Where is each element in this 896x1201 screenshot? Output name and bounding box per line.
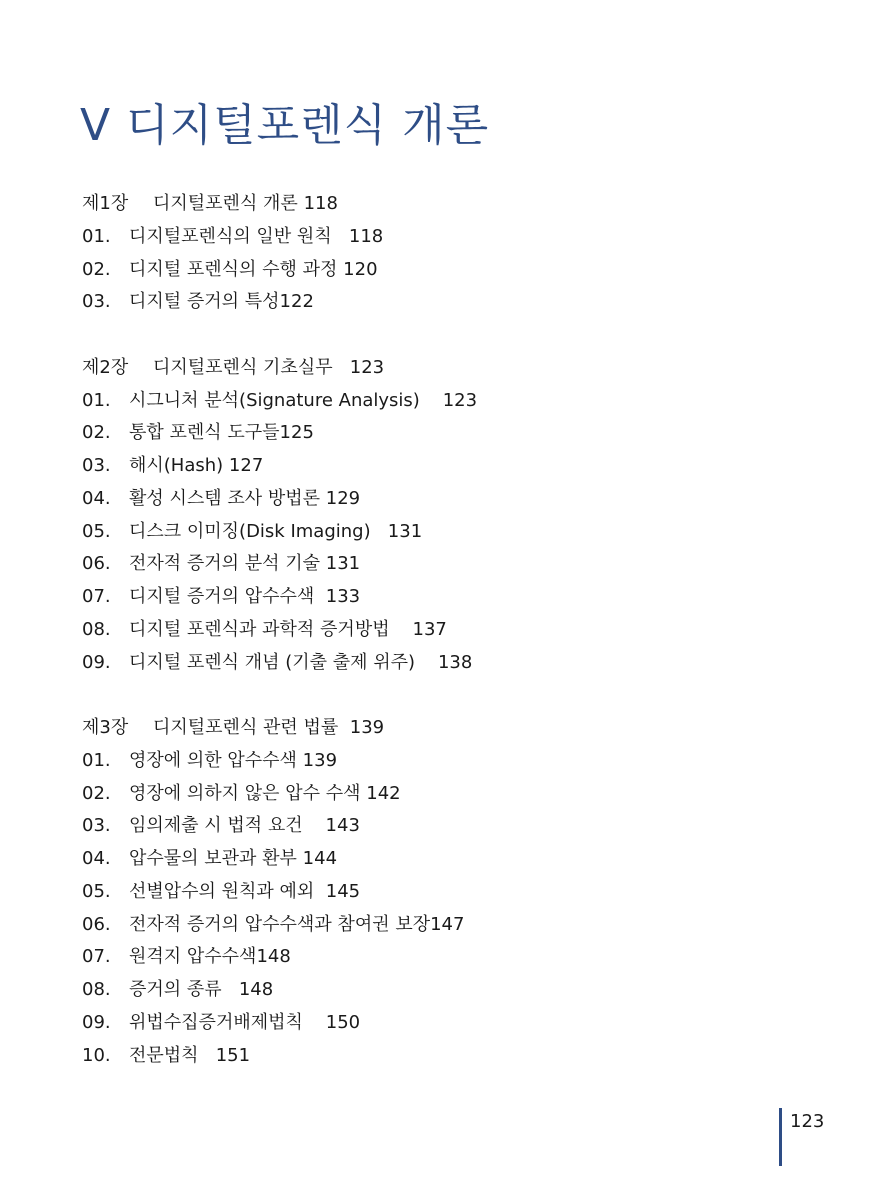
list-item bbox=[82, 810, 842, 843]
item-title: 활성 시스템 조사 방법론 bbox=[129, 487, 321, 509]
list-item bbox=[82, 286, 842, 319]
list-item bbox=[82, 450, 842, 483]
item-number: 04. bbox=[82, 848, 111, 869]
list-item bbox=[82, 1007, 842, 1040]
item-number: 02. bbox=[82, 258, 111, 280]
item-number: 02. bbox=[82, 782, 111, 804]
item-number: 08. bbox=[82, 979, 111, 1000]
chapter-page: 139 bbox=[349, 717, 385, 738]
item-number: 01. bbox=[82, 389, 111, 411]
list-item bbox=[82, 254, 842, 287]
item-title: 증거의 종류 bbox=[129, 979, 222, 1000]
item-title: 디스크 이미징(Disk Imaging) bbox=[129, 520, 371, 542]
item-page: 143 bbox=[325, 815, 360, 837]
item-title: 위법수집증거배제법칙 bbox=[129, 1011, 303, 1033]
item-page: 147 bbox=[430, 913, 465, 935]
item-number: 10. bbox=[82, 1044, 111, 1066]
chapter-page: 123 bbox=[349, 356, 385, 378]
chapter-title: 디지털포렌식 관련 법률 bbox=[153, 717, 339, 738]
item-page: 142 bbox=[366, 782, 401, 804]
list-item bbox=[82, 483, 842, 516]
item-title: 영장에 의하지 않은 압수 수색 bbox=[129, 782, 361, 804]
item-page: 127 bbox=[228, 455, 264, 476]
list-item bbox=[82, 974, 842, 1007]
item-page: 137 bbox=[412, 618, 447, 640]
item-number: 04. bbox=[82, 487, 111, 509]
item-number: 06. bbox=[82, 913, 111, 935]
section-spacer bbox=[82, 319, 842, 352]
list-item bbox=[82, 745, 842, 778]
item-title: 원격지 압수수색 bbox=[129, 946, 257, 968]
item-title: 전자적 증거의 분석 기술 bbox=[129, 553, 321, 575]
section-spacer bbox=[82, 679, 842, 712]
item-number: 03. bbox=[82, 455, 111, 476]
item-number: 03. bbox=[82, 815, 111, 837]
list-item bbox=[82, 778, 842, 811]
item-title: 디지털포렌식의 일반 원칙 bbox=[129, 225, 332, 247]
item-page: 139 bbox=[302, 749, 338, 771]
item-number: 02. bbox=[82, 422, 111, 444]
item-page: 129 bbox=[325, 487, 361, 509]
list-item bbox=[82, 385, 842, 418]
item-page: 125 bbox=[279, 422, 314, 444]
item-number: 07. bbox=[82, 946, 111, 968]
table-of-contents bbox=[82, 188, 842, 1072]
item-number: 05. bbox=[82, 520, 111, 542]
item-page: 123 bbox=[442, 389, 478, 411]
item-title: 시그니처 분석(Signature Analysis) bbox=[129, 389, 420, 411]
item-title: 임의제출 시 법적 요건 bbox=[129, 815, 303, 837]
list-item bbox=[82, 581, 842, 614]
item-page: 133 bbox=[325, 586, 361, 607]
item-number: 01. bbox=[82, 225, 111, 247]
list-item bbox=[82, 516, 842, 549]
item-title: 디지털 포렌식 개념 (기출 출제 위주) bbox=[129, 651, 416, 673]
list-item bbox=[82, 876, 842, 909]
item-page: 131 bbox=[325, 553, 361, 575]
item-title: 디지털 포렌식의 수행 과정 bbox=[129, 258, 338, 280]
list-item bbox=[82, 221, 842, 254]
item-title: 해시(Hash) bbox=[129, 455, 224, 476]
item-title: 압수물의 보관과 환부 bbox=[129, 848, 297, 869]
chapter-label: 제3장 bbox=[82, 717, 129, 738]
item-title: 디지털 증거의 압수수색 bbox=[129, 586, 315, 607]
chapter-heading bbox=[82, 352, 842, 385]
chapter-label: 제2장 bbox=[82, 356, 129, 378]
item-page: 150 bbox=[325, 1011, 361, 1033]
chapter-title: 디지털포렌식 개론 bbox=[153, 193, 298, 214]
item-title: 영장에 의한 압수수색 bbox=[129, 749, 297, 771]
chapter-label: 제1장 bbox=[82, 193, 129, 214]
item-page: 145 bbox=[325, 880, 361, 902]
item-page: 120 bbox=[343, 258, 378, 280]
item-page: 148 bbox=[238, 979, 274, 1000]
item-title: 통합 포렌식 도구들 bbox=[129, 422, 280, 444]
item-title: 전문법칙 bbox=[129, 1044, 199, 1066]
item-page: 151 bbox=[215, 1044, 251, 1066]
item-number: 05. bbox=[82, 880, 111, 902]
item-title: 디지털 포렌식과 과학적 증거방법 bbox=[129, 618, 390, 640]
item-page: 122 bbox=[279, 291, 314, 313]
list-item bbox=[82, 614, 842, 647]
list-item bbox=[82, 417, 842, 450]
footer-accent-bar bbox=[779, 1108, 782, 1166]
item-number: 07. bbox=[82, 586, 111, 607]
item-number: 08. bbox=[82, 618, 111, 640]
item-number: 03. bbox=[82, 291, 111, 313]
list-item bbox=[82, 1040, 842, 1073]
list-item bbox=[82, 909, 842, 942]
item-title: 선별압수의 원칙과 예외 bbox=[129, 880, 315, 902]
item-page: 118 bbox=[348, 225, 384, 247]
item-page: 131 bbox=[387, 520, 423, 542]
item-page: 148 bbox=[256, 946, 291, 968]
item-number: 09. bbox=[82, 1011, 111, 1033]
item-number: 06. bbox=[82, 553, 111, 575]
chapter-heading bbox=[82, 188, 842, 221]
item-page: 144 bbox=[302, 848, 338, 869]
page-title: V 디지털포렌식 개론 bbox=[80, 100, 490, 151]
list-item bbox=[82, 548, 842, 581]
item-number: 01. bbox=[82, 749, 111, 771]
page-number: 123 bbox=[790, 1111, 825, 1132]
item-title: 전자적 증거의 압수수색과 참여권 보장 bbox=[129, 913, 431, 935]
item-title: 디지털 증거의 특성 bbox=[129, 291, 280, 313]
list-item bbox=[82, 647, 842, 680]
chapter-title: 디지털포렌식 기초실무 bbox=[153, 356, 333, 378]
list-item bbox=[82, 941, 842, 974]
chapter-heading bbox=[82, 712, 842, 745]
chapter-page: 118 bbox=[303, 193, 338, 214]
item-page: 138 bbox=[437, 651, 473, 673]
list-item bbox=[82, 843, 842, 876]
item-number: 09. bbox=[82, 651, 111, 673]
